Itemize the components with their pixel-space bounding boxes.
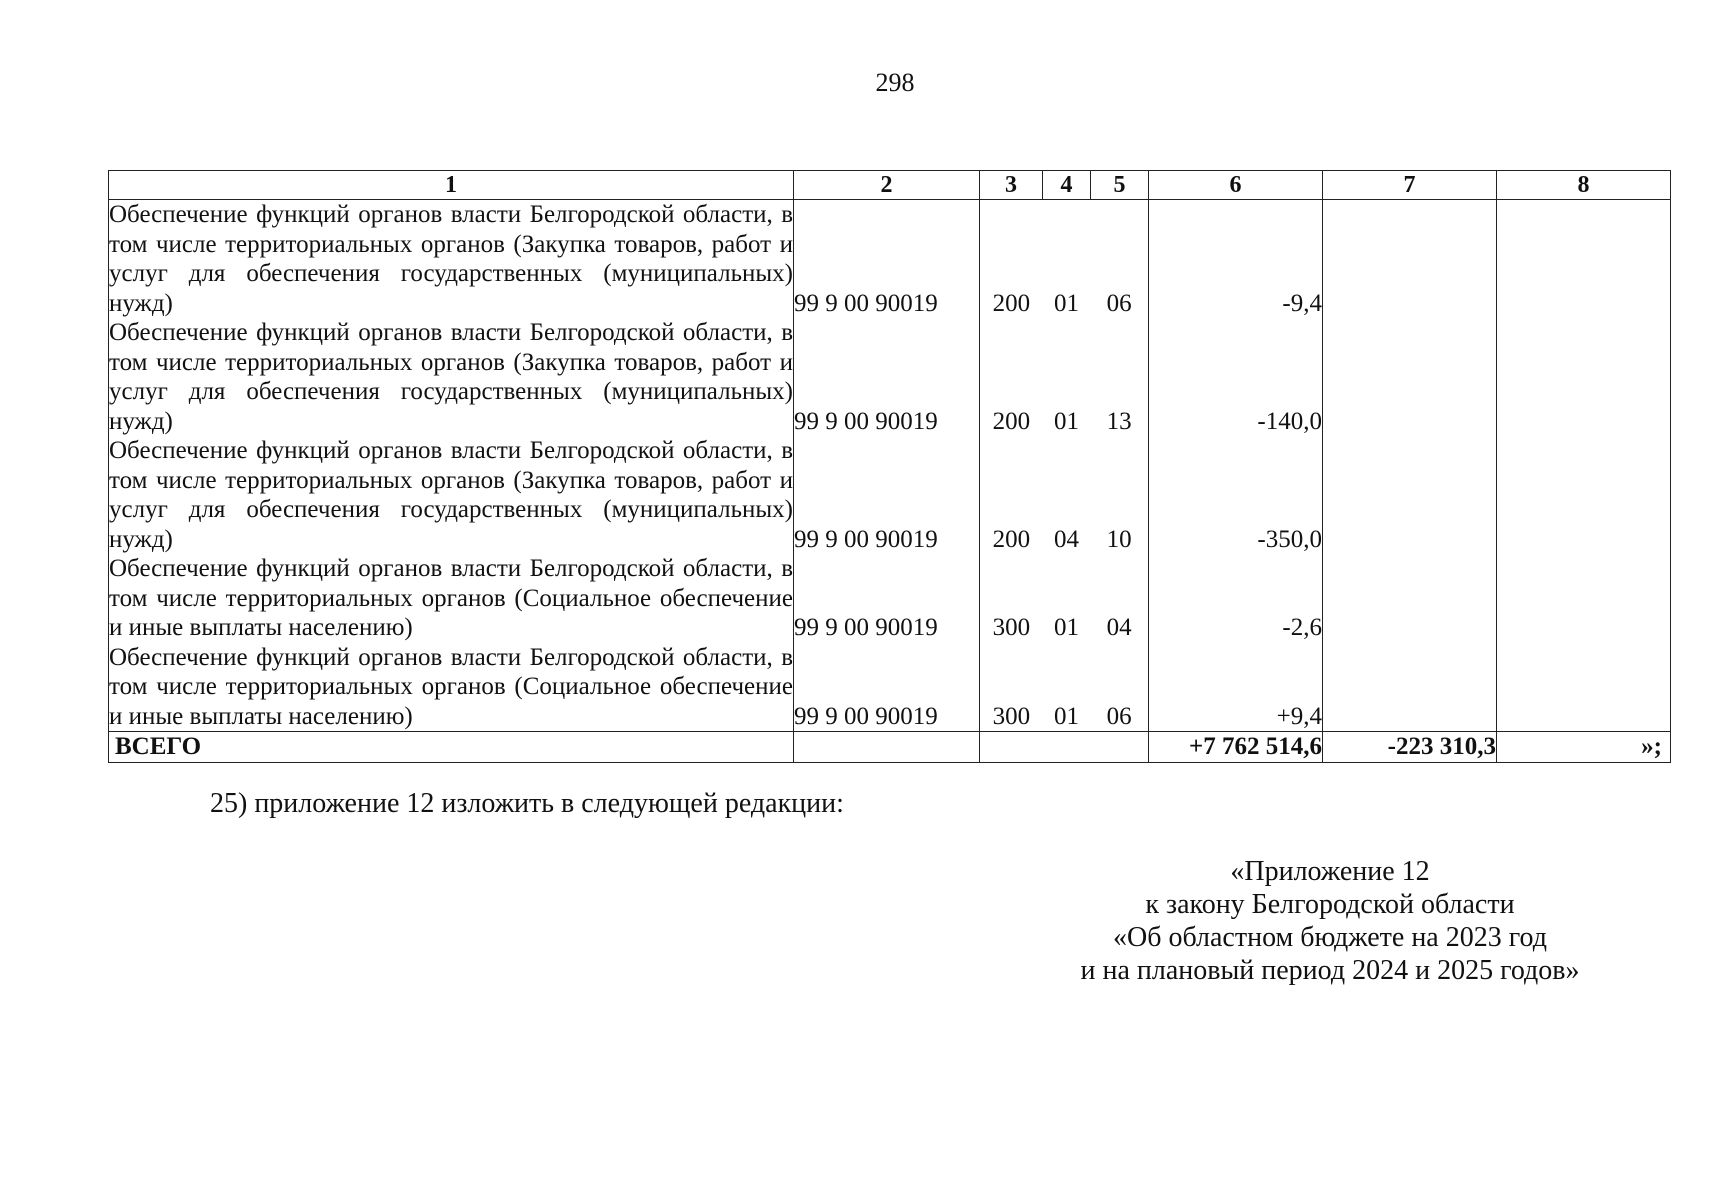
- row-amount-2024: [1323, 643, 1497, 732]
- row-name: Обеспечение функций органов власти Белгородской области, в том числе территориальных органов (Социальное обеспечение и иные выплаты населению): [109, 643, 793, 730]
- row-section: 04: [1053, 525, 1079, 553]
- row-code: 99 9 00 90019: [794, 643, 980, 732]
- row-amount-2023: -2,6: [1149, 554, 1323, 643]
- row-amount-2025: [1497, 318, 1671, 436]
- row-amount-2024: [1323, 554, 1497, 643]
- row-amount-2025: [1497, 554, 1671, 643]
- table-row: [109, 318, 1671, 436]
- row-amount-2025: [1497, 436, 1671, 554]
- row-code: 99 9 00 90019: [794, 200, 980, 319]
- row-name: Обеспечение функций органов власти Белгородской области, в том числе территориальных органов (Закупка товаров, работ и услуг для обеспечения государственных (муниципальных) нужд): [109, 437, 793, 553]
- row-expense-type: 200: [992, 289, 1031, 317]
- row-name: Обеспечение функций органов власти Белгородской области, в том числе территориальных органов (Закупка товаров, работ и услуг для обеспечения государственных (муниципальных) нужд): [109, 201, 793, 317]
- total-closing-quote: »;: [1497, 732, 1671, 763]
- appendix-line-1: «Приложение 12: [1230, 856, 1430, 887]
- appendix-header: [1010, 855, 1650, 987]
- total-label: ВСЕГО: [109, 732, 794, 763]
- row-expense-type: 200: [992, 407, 1031, 435]
- row-subsection: 06: [1106, 289, 1132, 317]
- row-subsection: 13: [1106, 407, 1132, 435]
- header-col-5: 5: [1091, 171, 1149, 200]
- row-subsection: 10: [1106, 525, 1132, 553]
- row-amount-2023: +9,4: [1149, 643, 1323, 732]
- header-col-4: 4: [1043, 171, 1091, 200]
- header-col-3: 3: [980, 171, 1043, 200]
- row-amount-2024: [1323, 318, 1497, 436]
- row-expense-type: 200: [992, 525, 1031, 553]
- table-total-row: [109, 732, 1671, 763]
- table-header-row: [109, 171, 1671, 200]
- row-code: 99 9 00 90019: [794, 436, 980, 554]
- row-codes-group: [980, 436, 1149, 554]
- table-row: [109, 554, 1671, 643]
- row-amount-2023: -9,4: [1149, 200, 1323, 319]
- row-subsection: 04: [1106, 614, 1132, 641]
- header-col-7: 7: [1323, 171, 1497, 200]
- row-code: 99 9 00 90019: [794, 318, 980, 436]
- total-empty-code: [794, 732, 980, 763]
- total-amount-2024: -223 310,3: [1323, 732, 1497, 763]
- budget-table: [108, 170, 1671, 763]
- header-col-2: 2: [794, 171, 980, 200]
- row-amount-2024: [1323, 436, 1497, 554]
- amendment-instruction: 25) приложение 12 изложить в следующей редакции:: [210, 788, 844, 819]
- row-codes-group: [980, 318, 1149, 436]
- row-amount-2023: -350,0: [1149, 436, 1323, 554]
- total-amount-2023: +7 762 514,6: [1149, 732, 1323, 763]
- row-name: Обеспечение функций органов власти Белгородской области, в том числе территориальных органов (Закупка товаров, работ и услуг для обеспечения государственных (муниципальных) нужд): [109, 319, 793, 435]
- total-empty-codes: [980, 732, 1149, 763]
- row-section: 01: [1053, 289, 1079, 317]
- appendix-line-2: к закону Белгородской области: [1145, 889, 1515, 920]
- appendix-line-4: и на плановый период 2024 и 2025 годов»: [1080, 955, 1580, 986]
- row-name: Обеспечение функций органов власти Белгородской области, в том числе территориальных органов (Социальное обеспечение и иные выплаты населению): [109, 555, 793, 641]
- row-section: 01: [1053, 702, 1079, 730]
- row-subsection: 06: [1106, 702, 1132, 730]
- header-col-8: 8: [1497, 171, 1671, 200]
- row-amount-2025: [1497, 200, 1671, 319]
- row-expense-type: 300: [992, 702, 1031, 730]
- table-row: [109, 200, 1671, 319]
- row-codes-group: [980, 554, 1149, 643]
- table-row: [109, 436, 1671, 554]
- appendix-line-3: «Об областном бюджете на 2023 год: [1113, 922, 1547, 953]
- row-codes-group: [980, 643, 1149, 732]
- row-amount-2024: [1323, 200, 1497, 319]
- row-section: 01: [1053, 614, 1079, 641]
- row-code: 99 9 00 90019: [794, 554, 980, 643]
- row-expense-type: 300: [992, 614, 1031, 641]
- row-amount-2023: -140,0: [1149, 318, 1323, 436]
- row-section: 01: [1053, 407, 1079, 435]
- header-col-6: 6: [1149, 171, 1323, 200]
- table-row: [109, 643, 1671, 732]
- row-codes-group: [980, 200, 1149, 319]
- page-number: 298: [875, 68, 915, 97]
- header-col-1: 1: [109, 171, 794, 200]
- row-amount-2025: [1497, 643, 1671, 732]
